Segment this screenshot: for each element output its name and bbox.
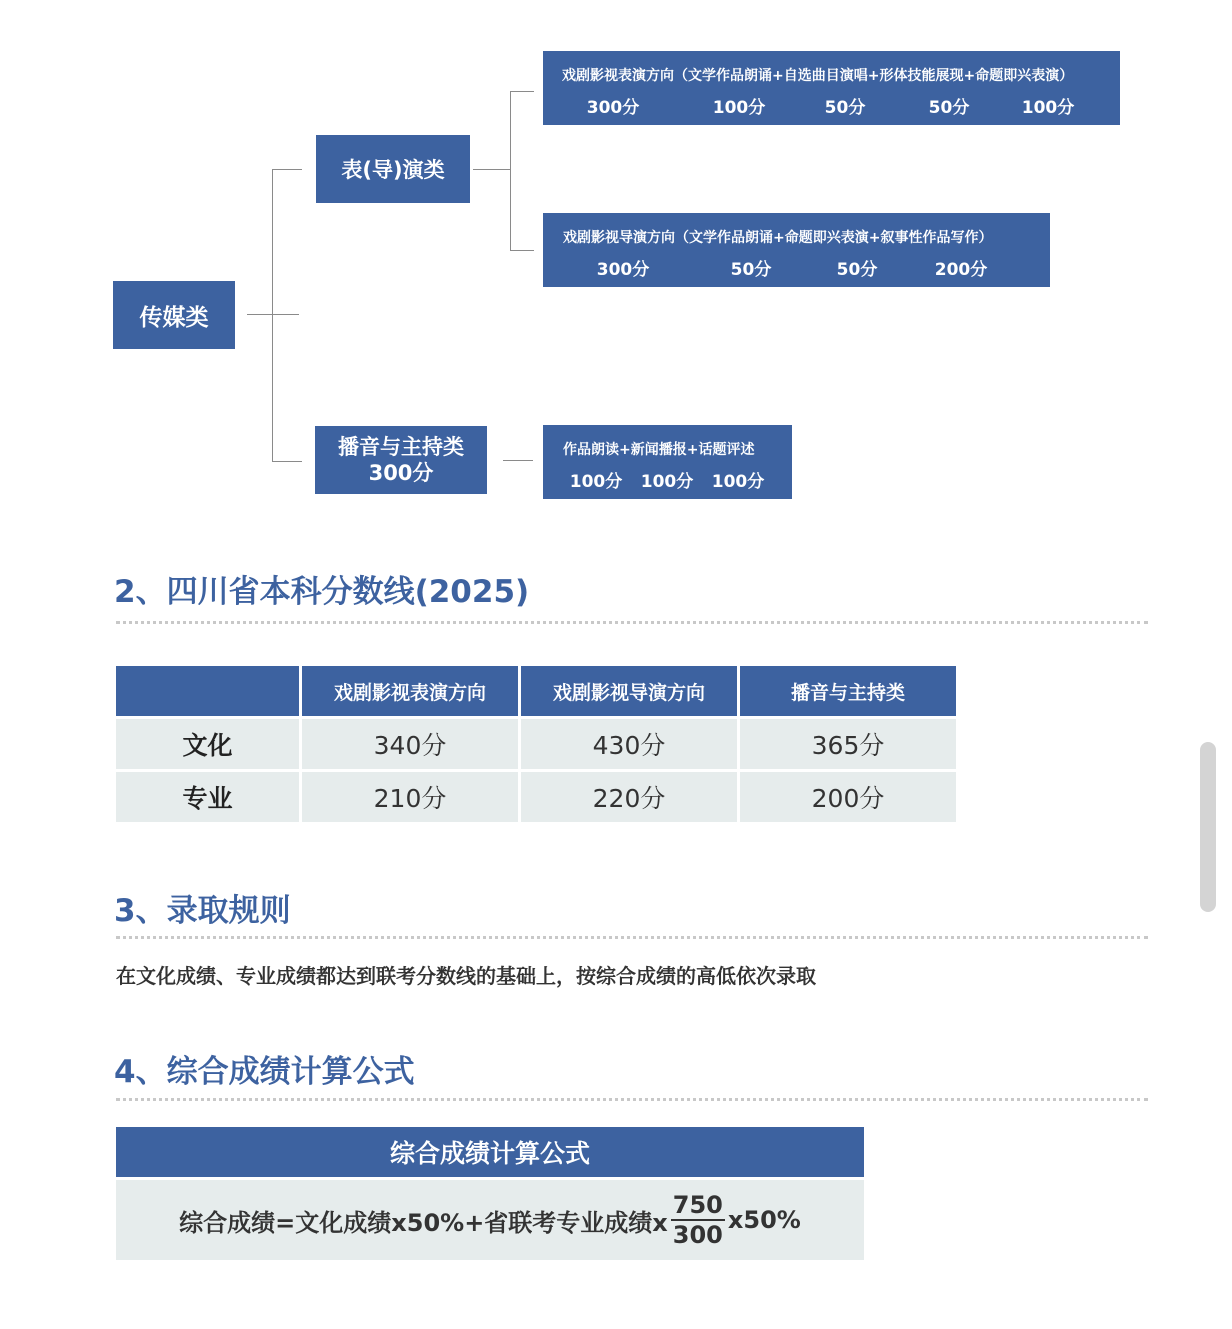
directing-score: 300分 (596, 260, 650, 280)
broadcast-score: 100分 (569, 472, 623, 492)
connector (272, 461, 302, 462)
performance-node-label: 表(导)演类 (341, 158, 445, 182)
connector (247, 314, 299, 315)
table-cell: 210分 (302, 772, 518, 822)
acting-score: 50分 (928, 98, 970, 118)
table-cell: 365分 (740, 719, 956, 769)
broadcast-detail-box (543, 425, 792, 499)
connector (503, 460, 533, 461)
acting-detail-title: 戏剧影视表演方向（文学作品朗诵+自选曲目演唱+形体技能展现+命题即兴表演） (562, 68, 1074, 84)
table-cell: 200分 (740, 772, 956, 822)
formula-body (116, 1180, 864, 1260)
broadcast-score: 100分 (711, 472, 765, 492)
table-header-cell: 戏剧影视导演方向 (521, 666, 737, 716)
score-table (113, 663, 959, 825)
formula-fraction (671, 1193, 725, 1247)
acting-score: 100分 (1021, 98, 1075, 118)
connector (473, 169, 511, 170)
broadcast-node (315, 426, 487, 494)
section2-heading: 2、四川省本科分数线(2025) (114, 574, 530, 610)
directing-detail-title: 戏剧影视导演方向（文学作品朗诵+命题即兴表演+叙事性作品写作） (563, 230, 993, 246)
table-header-cell (116, 666, 299, 716)
divider (116, 1098, 1148, 1101)
fraction-denominator: 300 (672, 1221, 723, 1249)
broadcast-node-score: 300分 (368, 461, 434, 485)
scrollbar[interactable] (1200, 742, 1216, 912)
table-row (116, 719, 956, 769)
acting-detail-box (543, 51, 1120, 125)
formula-title (116, 1127, 864, 1177)
fraction-numerator: 750 (672, 1191, 723, 1219)
directing-score: 50分 (730, 260, 772, 280)
directing-score: 200分 (934, 260, 988, 280)
connector (272, 169, 302, 170)
divider (116, 936, 1148, 939)
admission-rule-text: 在文化成绩、专业成绩都达到联考分数线的基础上，按综合成绩的高低依次录取 (116, 964, 816, 988)
connector (510, 91, 534, 92)
acting-score: 50分 (824, 98, 866, 118)
connector (510, 91, 511, 250)
table-row-label: 专业 (116, 772, 299, 822)
table-row (116, 772, 956, 822)
table-cell: 220分 (521, 772, 737, 822)
divider (116, 621, 1148, 624)
directing-score: 50分 (836, 260, 878, 280)
connector (272, 169, 273, 461)
directing-detail-box (543, 213, 1050, 287)
root-node-label: 传媒类 (139, 304, 209, 331)
broadcast-node-label: 播音与主持类 (338, 434, 464, 459)
section4-heading: 4、综合成绩计算公式 (114, 1054, 415, 1090)
broadcast-detail-title: 作品朗读+新闻播报+话题评述 (563, 442, 755, 458)
table-header-cell: 戏剧影视表演方向 (302, 666, 518, 716)
acting-score: 300分 (586, 98, 640, 118)
table-header-cell: 播音与主持类 (740, 666, 956, 716)
table-row-label: 文化 (116, 719, 299, 769)
table-cell: 430分 (521, 719, 737, 769)
section3-heading: 3、录取规则 (114, 893, 291, 929)
broadcast-score: 100分 (640, 472, 694, 492)
table-header-row (116, 666, 956, 716)
acting-score: 100分 (712, 98, 766, 118)
root-node (113, 281, 235, 349)
formula-prefix: 综合成绩=文化成绩x50%+省联考专业成绩x (179, 1208, 668, 1237)
connector (510, 250, 534, 251)
formula-title-text: 综合成绩计算公式 (389, 1139, 590, 1168)
formula-suffix: x50% (727, 1206, 801, 1234)
table-cell: 340分 (302, 719, 518, 769)
performance-node (316, 135, 470, 203)
